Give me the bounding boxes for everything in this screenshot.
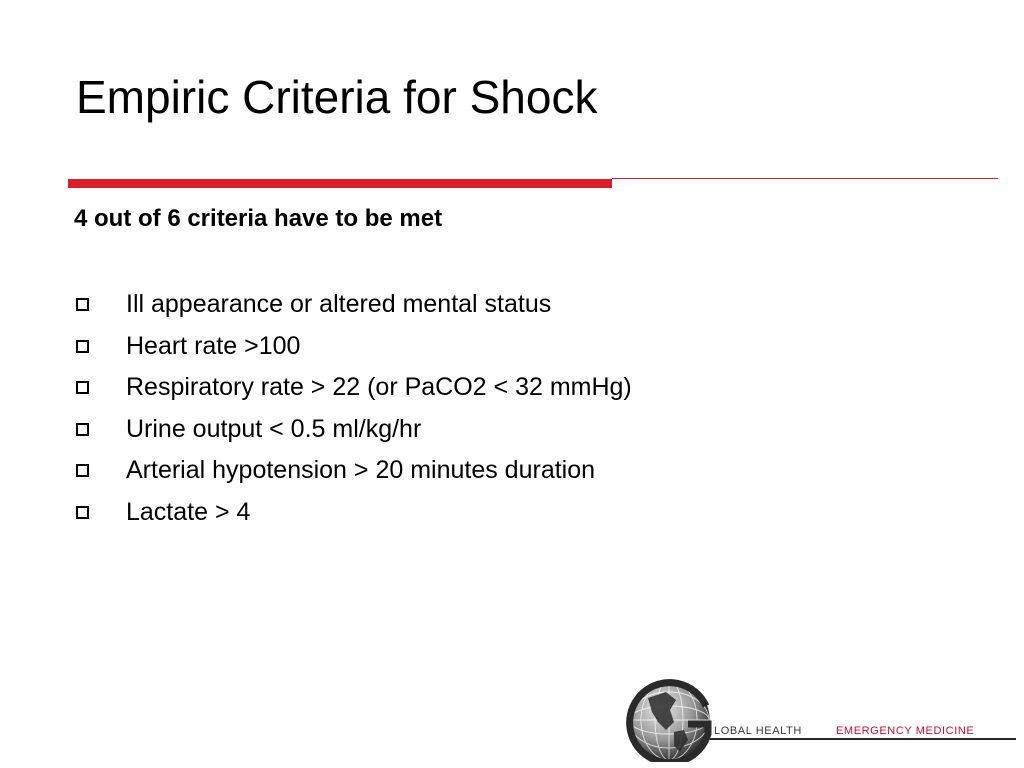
list-item xyxy=(76,450,632,492)
hollow-square-bullet-icon xyxy=(76,506,89,519)
criteria-subheading: 4 out of 6 criteria have to be met xyxy=(74,205,443,232)
list-item xyxy=(76,492,632,534)
hollow-square-bullet-icon xyxy=(76,298,89,311)
title-rule-thin xyxy=(612,178,998,179)
logo-text-part2: EMERGENCY MEDICINE xyxy=(836,725,975,737)
criterion-text: Heart rate >100 xyxy=(126,331,301,360)
slide-title: Empiric Criteria for Shock xyxy=(76,71,598,123)
list-item xyxy=(76,326,632,368)
hollow-square-bullet-icon xyxy=(76,340,89,353)
criterion-text: Ill appearance or altered mental status xyxy=(126,290,552,319)
hollow-square-bullet-icon xyxy=(76,464,89,477)
list-item xyxy=(76,284,632,326)
title-rule-thick xyxy=(68,179,612,188)
hollow-square-bullet-icon xyxy=(76,381,89,394)
criterion-text: Lactate > 4 xyxy=(126,497,251,526)
list-item xyxy=(76,409,632,451)
criterion-text: Respiratory rate > 22 (or PaCO2 < 32 mmHg) xyxy=(126,373,632,402)
globe-g-logo-icon xyxy=(626,676,1016,762)
criterion-text: Arterial hypotension > 20 minutes duration xyxy=(126,456,596,485)
criteria-list xyxy=(76,284,632,533)
logo-text-part1: LOBAL HEALTH xyxy=(714,725,802,737)
hollow-square-bullet-icon xyxy=(76,423,89,436)
criterion-text: Urine output < 0.5 ml/kg/hr xyxy=(126,414,422,443)
global-health-emergency-medicine-logo xyxy=(626,676,1016,762)
list-item xyxy=(76,367,632,409)
